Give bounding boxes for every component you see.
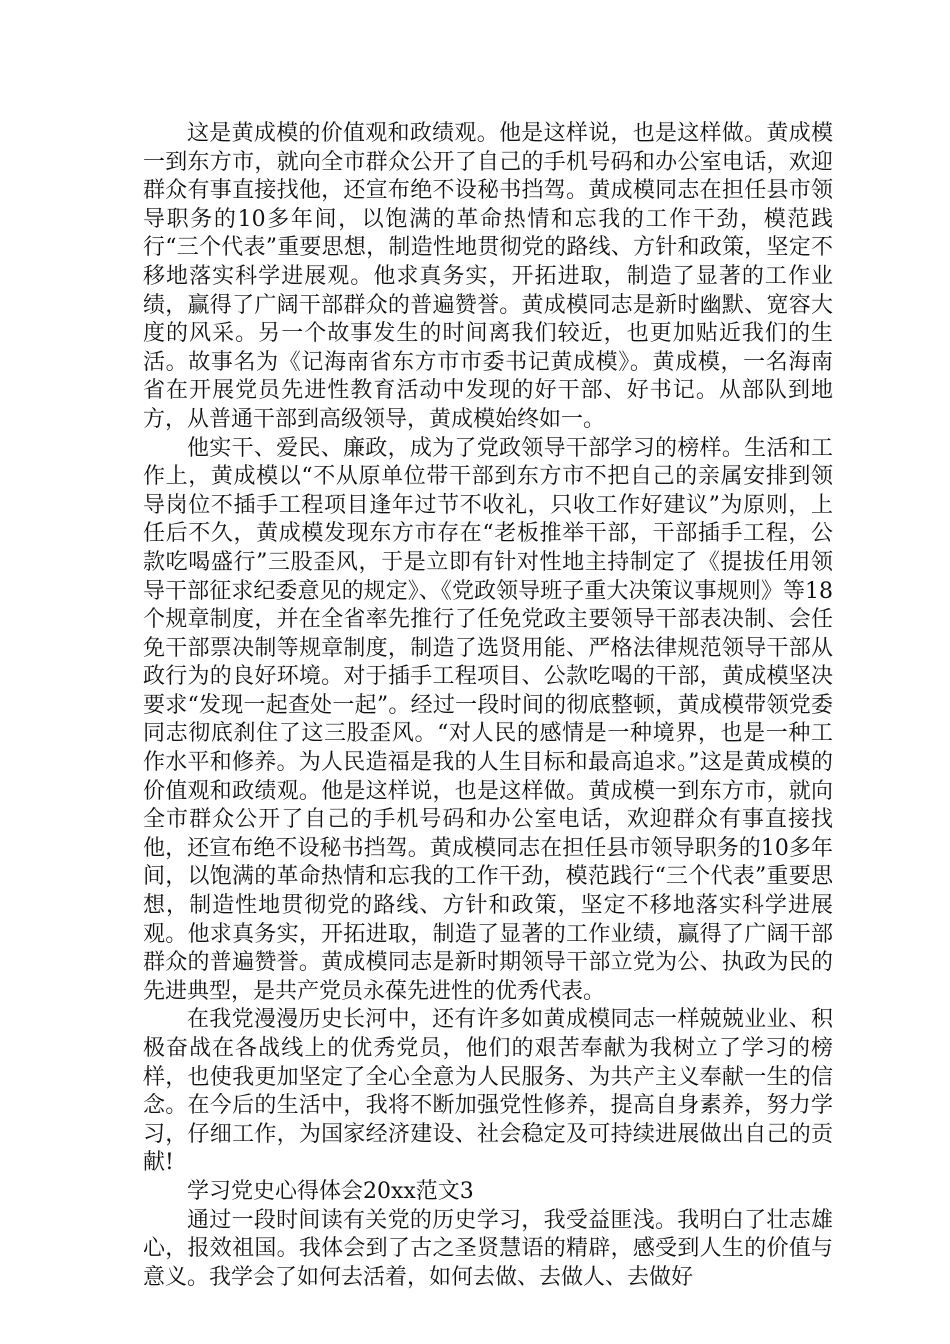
paragraph-2: 他实干、爱民、廉政，成为了党政领导干部学习的榜样。生活和工作上，黄成模以“不从原单位带干部到东方市不把自己的亲属安排到领导岗位不插手工程项目逢年过节不收礼，只收工作好建议”为原则，上任后不久，黄成模发现东方市存在“老板推举干部，干部插手工程，公款吃喝盛行”三股歪风，于是立即有针对性地主持制定了《提拔任用领导干部征求纪委意见的规定》、《党政领导班子重大决策议事规则》等18个规章制度，并在全省率先推行了任免党政主要领导干部表决制、会任免干部票决制等规章制度，制造了选贤用能、严格法律规范领导干部从政行为的良好环境。对于插手工程项目、公款吃喝的干部，黄成模坚决要求“发现一起查处一起”。经过一段时间的彻底整顿，黄成模带领党委同志彻底刹住了这三股歪风。“对人民的感情是一种境界，也是一种工作水平和修养。为人民造福是我的人生目标和最高追求。”这是黄成模的价值观和政绩观。他是这样说，也是这样做。黄成模一到东方市，就向全市群众公开了自己的手机号码和办公室电话，欢迎群众有事直接找他，还宣布绝不设秘书挡驾。黄成模同志在担任县市领导职务的10多年间，以饱满的革命热情和忘我的工作干劲，模范践行“三个代表”重要思想，制造性地贯彻党的路线、方针和政策，坚定不移地落实科学进展观。他求真务实，开拓进取，制造了显著的工作业绩，赢得了广阔干部群众的普遍赞誉。黄成模同志是新时期领导干部立党为公、执政为民的先进典型，是共产党员永葆先进性的优秀代表。 (143, 435, 833, 1004)
paragraph-1: 这是黄成模的价值观和政绩观。他是这样说，也是这样做。黄成模一到东方市，就向全市群众公开了自己的手机号码和办公室电话，欢迎群众有事直接找他，还宣布绝不设秘书挡驾。黄成模同志在担任县市领导职务的10多年间，以饱满的革命热情和忘我的工作干劲，模范践行“三个代表”重要思想，制造性地贯彻党的路线、方针和政策，坚定不移地落实科学进展观。他求真务实，开拓进取，制造了显著的工作业绩，赢得了广阔干部群众的普遍赞誉。黄成模同志是新时幽默、宽容大度的风采。另一个故事发生的时间离我们较近，也更加贴近我们的生活。故事名为《记海南省东方市市委书记黄成模》。黄成模，一名海南省在开展党员先进性教育活动中发现的好干部、好书记。从部队到地方，从普通干部到高级领导，黄成模始终如一。 (143, 121, 833, 432)
paragraph-4: 通过一段时间读有关党的历史学习，我受益匪浅。我明白了壮志雄心，报效祖国。我体会到了古之圣贤慧语的精辟，感受到人生的价值与意义。我学会了如何去活着，如何去做、去做人、去做好 (143, 1207, 833, 1290)
paragraph-3: 在我党漫漫历史长河中，还有许多如黄成模同志一样兢兢业业、积极奋战在各战线上的优秀党员，他们的艰苦奉献为我树立了学习的榜样，也使我更加坚定了全心全意为人民服务、为共产主义奉献一生的信念。在今后的生活中，我将不断加强党性修养，提高自身素养，努力学习，仔细工作，为国家经济建设、社会稳定及可持续进展做出自己的贡献! (143, 1007, 833, 1176)
document-body (143, 120, 833, 1292)
section-heading: 学习党史心得体会20xx范文3 (187, 1178, 474, 1204)
